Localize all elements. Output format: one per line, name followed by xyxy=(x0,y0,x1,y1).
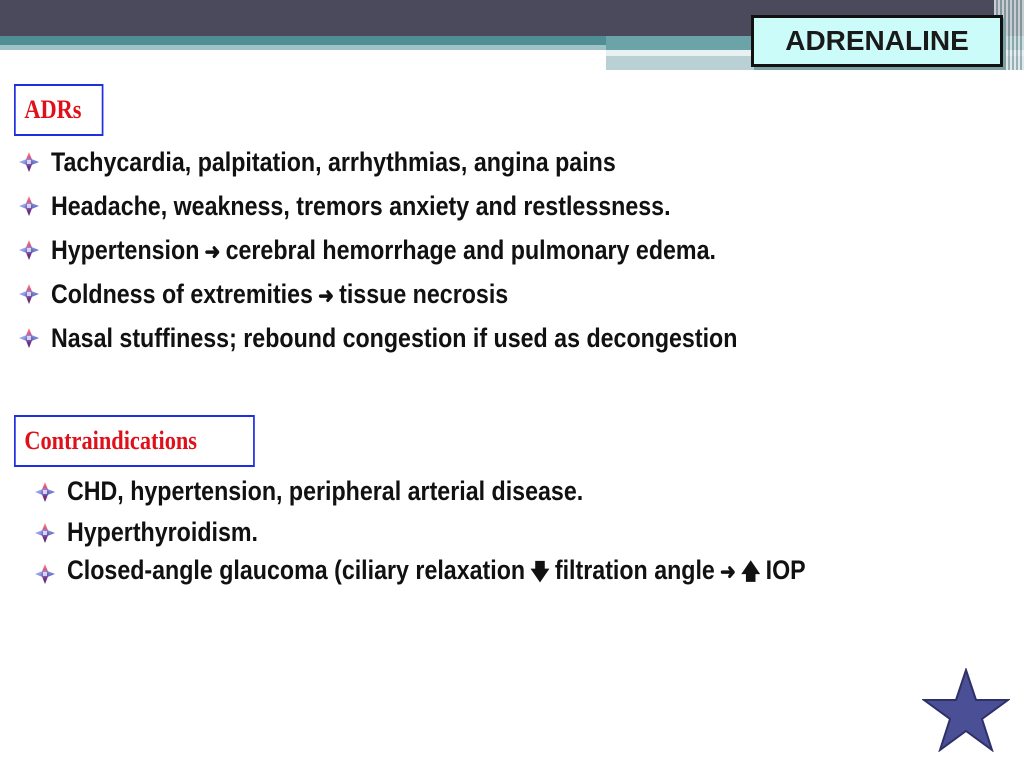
bullet-icon xyxy=(34,481,56,503)
list-item-text-post: cerebral hemorrhage and pulmonary edema. xyxy=(225,234,716,265)
contraindications-list xyxy=(34,471,926,594)
list-item-text: CHD, hypertension, peripheral arterial disease. xyxy=(67,476,584,506)
header-accent-band xyxy=(0,36,620,45)
list-item xyxy=(34,553,926,594)
right-arrow-icon: ➜ xyxy=(318,282,334,308)
list-item-text-pre: Closed-angle glaucoma (ciliary relaxation xyxy=(67,554,526,585)
bullet-icon xyxy=(34,563,56,585)
list-item-text xyxy=(67,555,806,593)
list-item-text xyxy=(51,279,508,310)
list-item-text-post: IOP xyxy=(765,554,806,585)
bullet-icon xyxy=(18,195,40,217)
bullet-icon xyxy=(18,283,40,305)
bullet-icon xyxy=(18,151,40,173)
list-item-text: Nasal stuffiness; rebound congestion if used as decongestion xyxy=(51,322,738,353)
list-item xyxy=(18,316,849,360)
list-item xyxy=(34,471,926,512)
list-item xyxy=(34,512,926,553)
list-item-text-pre: Hypertension xyxy=(51,234,200,265)
right-arrow-icon: ➜ xyxy=(204,238,221,264)
up-arrow-icon: 🡅 xyxy=(741,558,761,584)
list-item-text-pre: Coldness of extremities xyxy=(51,278,313,309)
bullet-icon xyxy=(18,327,40,349)
list-item xyxy=(18,140,849,184)
slide-title: ADRENALINE xyxy=(751,15,1003,67)
list-item-text: Headache, weakness, tremors anxiety and restlessness. xyxy=(51,190,671,221)
down-arrow-icon: 🡇 xyxy=(530,558,550,584)
list-item xyxy=(18,228,849,272)
bullet-icon xyxy=(34,522,56,544)
contraindications-heading: Contraindications xyxy=(14,415,255,467)
list-item-text xyxy=(51,235,716,266)
adrs-heading: ADRs xyxy=(14,84,103,136)
header-accent-band-light xyxy=(0,45,610,50)
list-item-text-mid: filtration angle xyxy=(554,554,715,585)
list-item xyxy=(18,184,849,228)
list-item xyxy=(18,272,849,316)
bullet-icon xyxy=(18,239,40,261)
star-icon xyxy=(922,668,1010,752)
list-item-text: Hyperthyroidism. xyxy=(67,517,258,547)
list-item-text: Tachycardia, palpitation, arrhythmias, angina pains xyxy=(51,146,616,177)
adrs-list xyxy=(18,140,849,360)
list-item-text-post: tissue necrosis xyxy=(339,278,509,309)
right-arrow-icon: ➜ xyxy=(720,558,736,584)
